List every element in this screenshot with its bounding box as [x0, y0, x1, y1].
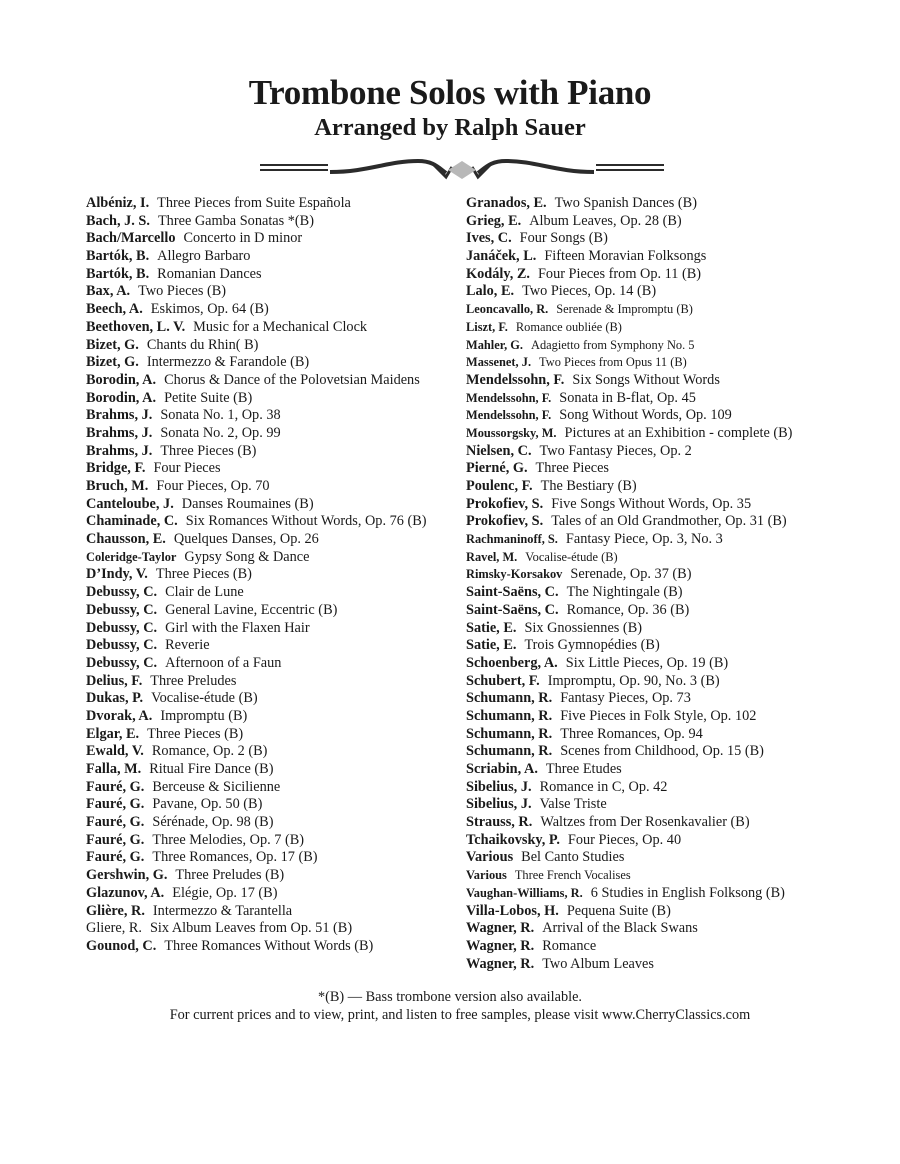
list-item	[466, 531, 846, 549]
composer-name: Wagner, R.	[466, 920, 535, 937]
list-item	[466, 195, 846, 213]
composer-name: Debussy, C.	[86, 601, 158, 618]
composer-name: Prokofiev, S.	[466, 495, 544, 512]
work-title: Impromptu (B)	[160, 707, 248, 724]
footer-note: For current prices and to view, print, and listen to free samples, please visit www.CherryClassics.com	[169, 1007, 751, 1023]
work-title: Vocalise-étude (B)	[525, 549, 618, 564]
composer-name: Elgar, E.	[86, 725, 140, 742]
list-item	[86, 832, 456, 850]
work-title: Three Romances, Op. 94	[560, 725, 703, 742]
list-item	[466, 372, 846, 390]
list-item	[86, 407, 456, 425]
list-item	[86, 673, 456, 691]
work-title: Bel Canto Studies	[521, 849, 625, 866]
composer-name: Ives, C.	[466, 230, 512, 247]
list-item	[466, 566, 846, 584]
composer-name: Debussy, C.	[86, 584, 158, 601]
list-item	[86, 513, 456, 531]
list-item	[466, 761, 846, 779]
composer-name: Borodin, A.	[86, 389, 157, 406]
list-item	[86, 549, 456, 567]
composer-name: Fauré, G.	[86, 796, 145, 813]
composer-name: Schubert, F.	[466, 672, 540, 689]
list-item	[466, 283, 846, 301]
list-item	[86, 849, 456, 867]
work-title: Music for a Mechanical Clock	[193, 318, 368, 335]
composer-name: Fauré, G.	[86, 814, 145, 831]
list-item	[466, 584, 846, 602]
list-item	[86, 283, 456, 301]
work-title: Three Preludes (B)	[175, 867, 285, 884]
work-title: Vocalise-étude (B)	[151, 690, 258, 707]
composer-name: Scriabin, A.	[466, 761, 538, 777]
list-item	[86, 443, 456, 461]
work-title: Four Pieces, Op. 70	[156, 478, 270, 494]
list-item	[466, 673, 846, 691]
list-item	[86, 867, 456, 885]
composer-name: Chaminade, C.	[86, 513, 178, 530]
list-item	[466, 690, 846, 708]
composer-name: Gershwin, G.	[86, 867, 168, 884]
work-title: Berceuse & Sicilienne	[152, 778, 281, 795]
work-title: General Lavine, Eccentric (B)	[165, 601, 338, 618]
composer-name: Schoenberg, A.	[466, 654, 558, 671]
scroll-divider-icon	[258, 155, 666, 185]
work-title: Six Gnossiennes (B)	[524, 619, 642, 636]
list-item	[466, 496, 846, 514]
composer-name: Dvorak, A.	[86, 707, 153, 724]
composer-name: Brahms, J.	[86, 442, 153, 459]
work-title: Four Pieces, Op. 40	[567, 831, 682, 848]
work-title: Two Album Leaves	[542, 955, 654, 972]
work-title: Three Romances Without Words (B)	[164, 937, 374, 954]
list-item	[86, 796, 456, 814]
composer-name: Fauré, G.	[86, 831, 145, 848]
work-title: Trois Gymnopédies (B)	[524, 637, 660, 654]
work-title: Romance	[542, 937, 597, 954]
composer-name: Debussy, C.	[86, 654, 158, 671]
composer-name: Gliere, R.	[86, 920, 142, 937]
work-title: Reverie	[165, 637, 210, 654]
list-item	[86, 319, 456, 337]
composer-name: Bridge, F.	[86, 460, 146, 477]
list-item	[86, 301, 456, 319]
work-title: Eskimos, Op. 64 (B)	[150, 301, 269, 318]
composer-name: Nielsen, C.	[466, 442, 532, 459]
composer-name: Rimsky-Korsakov	[466, 567, 563, 582]
right-composer-list	[466, 195, 846, 973]
work-title: Sonata No. 2, Op. 99	[160, 424, 281, 441]
work-title: Danses Roumaines (B)	[181, 495, 314, 512]
work-title: Allegro Barbaro	[157, 248, 251, 265]
work-title: Three Pieces (B)	[155, 566, 252, 583]
work-title: Chants du Rhin( B)	[146, 336, 259, 353]
list-item	[466, 602, 846, 620]
list-item	[86, 566, 456, 584]
list-item	[86, 425, 456, 443]
work-title: Pequena Suite (B)	[566, 902, 671, 919]
list-item	[86, 230, 456, 248]
work-title: Arrival of the Black Swans	[542, 920, 698, 937]
list-item	[466, 337, 846, 355]
composer-name: Prokofiev, S.	[466, 513, 544, 530]
list-item	[86, 920, 456, 938]
list-item	[86, 372, 456, 390]
work-title: Ritual Fire Dance (B)	[149, 761, 274, 777]
composer-name: Leoncavallo, R.	[466, 302, 549, 317]
list-item	[466, 920, 846, 938]
composer-name: Delius, F.	[86, 672, 143, 689]
work-title: Pictures at an Exhibition - complete (B)	[564, 424, 793, 441]
work-title: Tales of an Old Grandmother, Op. 31 (B)	[551, 513, 787, 530]
composer-name: Massenet, J.	[466, 355, 532, 370]
composer-name: Poulenc, F.	[466, 478, 533, 494]
composer-name: Schumann, R.	[466, 725, 553, 742]
composer-name: Villa-Lobos, H.	[466, 902, 559, 919]
work-title: Sonata No. 1, Op. 38	[160, 407, 281, 424]
list-item	[86, 743, 456, 761]
list-item	[86, 779, 456, 797]
list-item	[86, 248, 456, 266]
list-item	[466, 832, 846, 850]
list-item	[86, 708, 456, 726]
list-item	[86, 761, 456, 779]
work-title: Girl with the Flaxen Hair	[165, 619, 310, 636]
list-item	[466, 513, 846, 531]
composer-name: Schumann, R.	[466, 690, 553, 707]
list-item	[466, 849, 846, 867]
composer-name: Brahms, J.	[86, 407, 153, 424]
work-title: Romanian Dances	[157, 265, 262, 282]
work-title: Three Pieces (B)	[147, 725, 244, 742]
list-item	[466, 319, 846, 337]
list-item	[86, 478, 456, 496]
composer-name: Moussorgsky, M.	[466, 425, 557, 440]
composer-name: Fauré, G.	[86, 778, 145, 795]
composer-name: Borodin, A.	[86, 371, 157, 388]
list-item	[466, 726, 846, 744]
composer-name: Rachmaninoff, S.	[466, 532, 558, 547]
work-title: The Bestiary (B)	[540, 478, 637, 494]
list-item	[466, 230, 846, 248]
composer-name: Bach, J. S.	[86, 212, 150, 229]
list-item	[466, 443, 846, 461]
composer-name: Tchaikovsky, P.	[466, 831, 560, 848]
composer-name: Vaughan-Williams, R.	[466, 885, 583, 900]
work-title: Adagietto from Symphony No. 5	[531, 337, 695, 352]
composer-name: Wagner, R.	[466, 937, 535, 954]
list-item	[466, 425, 846, 443]
composer-name: Gounod, C.	[86, 937, 157, 954]
list-item	[86, 655, 456, 673]
list-item	[466, 213, 846, 231]
composer-name: Bartók, B.	[86, 265, 150, 282]
composer-name: Bizet, G.	[86, 336, 139, 353]
work-title: Three Pieces (B)	[160, 442, 257, 459]
composer-name: Coleridge-Taylor	[86, 549, 177, 564]
list-item	[86, 584, 456, 602]
work-title: Pavane, Op. 50 (B)	[152, 796, 263, 813]
list-item	[86, 602, 456, 620]
composer-name: Satie, E.	[466, 619, 517, 636]
footnote: *(B) — Bass trombone version also available.	[317, 989, 583, 1005]
composer-name: Ravel, M.	[466, 549, 518, 564]
work-title: Impromptu, Op. 90, No. 3 (B)	[547, 672, 720, 689]
composer-name: Schumann, R.	[466, 743, 553, 760]
work-title: Three French Vocalises	[514, 868, 631, 883]
list-item	[86, 354, 456, 372]
composer-name: Pierné, G.	[466, 460, 528, 477]
work-title: Four Songs (B)	[519, 230, 608, 247]
work-title: Six Songs Without Words	[572, 371, 720, 388]
list-item	[86, 195, 456, 213]
list-item	[466, 903, 846, 921]
work-title: Three Romances, Op. 17 (B)	[152, 849, 318, 866]
list-item	[86, 637, 456, 655]
list-item	[466, 779, 846, 797]
composer-name: Glazunov, A.	[86, 884, 165, 901]
composer-name: Wagner, R.	[466, 955, 535, 972]
composer-name: Mendelssohn, F.	[466, 390, 552, 405]
work-title: Three Etudes	[545, 761, 622, 777]
composer-name: Dukas, P.	[86, 690, 144, 707]
composer-name: Debussy, C.	[86, 637, 158, 654]
composer-name: Fauré, G.	[86, 849, 145, 866]
work-title: The Nightingale (B)	[566, 584, 683, 601]
work-title: Fantasy Piece, Op. 3, No. 3	[565, 531, 723, 548]
list-item	[466, 814, 846, 832]
page-title: Trombone Solos with Piano	[248, 73, 652, 112]
list-item	[466, 354, 846, 372]
composer-name: Debussy, C.	[86, 619, 158, 636]
list-item	[466, 460, 846, 478]
list-item	[86, 726, 456, 744]
composer-name: Granados, E.	[466, 195, 547, 211]
composer-name: Grieg, E.	[466, 212, 522, 229]
page-subtitle: Arranged by Ralph Sauer	[314, 114, 586, 141]
list-item	[466, 708, 846, 726]
list-item	[86, 496, 456, 514]
composer-name: Lalo, E.	[466, 283, 515, 300]
composer-name: Saint-Saëns, C.	[466, 601, 559, 618]
composer-name: Beech, A.	[86, 301, 143, 318]
work-title: Sonata in B-flat, Op. 45	[559, 389, 696, 406]
list-item	[86, 337, 456, 355]
work-title: Chorus & Dance of the Polovetsian Maidens	[164, 371, 420, 388]
work-title: Five Songs Without Words, Op. 35	[551, 495, 752, 512]
work-title: Two Pieces from Opus 11 (B)	[539, 355, 687, 370]
list-item	[466, 956, 846, 974]
work-title: Gypsy Song & Dance	[184, 548, 310, 565]
composer-name: Various	[466, 868, 507, 883]
list-item	[86, 266, 456, 284]
work-title: Three Preludes	[150, 672, 237, 689]
list-item	[86, 213, 456, 231]
work-title: Waltzes from Der Rosenkavalier (B)	[540, 814, 750, 831]
list-item	[86, 885, 456, 903]
work-title: Five Pieces in Folk Style, Op. 102	[560, 707, 757, 724]
list-item	[466, 407, 846, 425]
composer-name: Various	[466, 849, 514, 866]
work-title: Quelques Danses, Op. 26	[173, 531, 319, 548]
list-item	[86, 531, 456, 549]
work-title: Two Spanish Dances (B)	[554, 195, 697, 211]
work-title: Song Without Words, Op. 109	[559, 407, 732, 424]
work-title: Three Melodies, Op. 7 (B)	[152, 831, 305, 848]
left-composer-list	[86, 195, 456, 956]
list-item	[466, 938, 846, 956]
composer-name: Falla, M.	[86, 761, 142, 777]
composer-name: Glière, R.	[86, 902, 145, 919]
list-item	[466, 867, 846, 885]
list-item	[466, 478, 846, 496]
work-title: Six Little Pieces, Op. 19 (B)	[565, 654, 729, 671]
composer-name: Strauss, R.	[466, 814, 533, 831]
work-title: Serenade, Op. 37 (B)	[570, 566, 692, 583]
work-title: Two Pieces, Op. 14 (B)	[522, 283, 657, 300]
list-item	[86, 814, 456, 832]
work-title: Four Pieces from Op. 11 (B)	[537, 265, 702, 282]
composer-name: Bizet, G.	[86, 354, 139, 371]
composer-name: Chausson, E.	[86, 531, 166, 548]
composer-name: Albéniz, I.	[86, 195, 150, 211]
work-title: Four Pieces	[153, 460, 221, 477]
list-item	[466, 266, 846, 284]
composer-name: Brahms, J.	[86, 424, 153, 441]
work-title: Scenes from Childhood, Op. 15 (B)	[560, 743, 764, 760]
work-title: Petite Suite (B)	[164, 389, 253, 406]
composer-name: Bruch, M.	[86, 478, 149, 494]
composer-name: Beethoven, L. V.	[86, 318, 186, 335]
list-item	[466, 743, 846, 761]
work-title: Six Romances Without Words, Op. 76 (B)	[185, 513, 427, 530]
work-title: Intermezzo & Tarantella	[152, 902, 293, 919]
composer-name: Ewald, V.	[86, 743, 144, 760]
list-item	[86, 903, 456, 921]
composer-name: Janáček, L.	[466, 248, 537, 265]
work-title: Three Gamba Sonatas *(B)	[157, 212, 314, 229]
composer-name: Satie, E.	[466, 637, 517, 654]
composer-name: D’Indy, V.	[86, 566, 148, 583]
work-title: Elégie, Op. 17 (B)	[172, 884, 278, 901]
list-item	[86, 690, 456, 708]
list-item	[466, 637, 846, 655]
work-title: 6 Studies in English Folksong (B)	[590, 884, 785, 901]
work-title: Afternoon of a Faun	[165, 654, 282, 671]
work-title: Two Fantasy Pieces, Op. 2	[539, 442, 692, 459]
composer-name: Mendelssohn, F.	[466, 371, 565, 388]
list-item	[466, 301, 846, 319]
work-title: Sérénade, Op. 98 (B)	[152, 814, 274, 831]
work-title: Three Pieces	[535, 460, 609, 477]
work-title: Six Album Leaves from Op. 51 (B)	[149, 920, 353, 937]
composer-name: Sibelius, J.	[466, 778, 532, 795]
composer-name: Mahler, G.	[466, 337, 524, 352]
work-title: Intermezzo & Farandole (B)	[146, 354, 310, 371]
composer-name: Canteloube, J.	[86, 495, 174, 512]
composer-name: Kodály, Z.	[466, 265, 530, 282]
work-title: Fantasy Pieces, Op. 73	[560, 690, 691, 707]
work-title: Serenade & Impromptu (B)	[556, 302, 693, 317]
work-title: Valse Triste	[539, 796, 607, 813]
list-item	[466, 390, 846, 408]
list-item	[466, 248, 846, 266]
list-item	[466, 796, 846, 814]
composer-name: Bach/Marcello	[86, 230, 176, 247]
work-title: Two Pieces (B)	[138, 283, 227, 300]
list-item	[86, 620, 456, 638]
work-title: Romance oubliée (B)	[515, 319, 622, 334]
work-title: Album Leaves, Op. 28 (B)	[529, 212, 682, 229]
work-title: Romance in C, Op. 42	[539, 778, 668, 795]
composer-name: Bax, A.	[86, 283, 131, 300]
composer-name: Sibelius, J.	[466, 796, 532, 813]
composer-name: Liszt, F.	[466, 319, 508, 334]
work-title: Romance, Op. 2 (B)	[151, 743, 268, 760]
work-title: Concerto in D minor	[183, 230, 303, 247]
list-item	[86, 938, 456, 956]
list-item	[466, 655, 846, 673]
list-item	[466, 620, 846, 638]
list-item	[86, 390, 456, 408]
work-title: Three Pieces from Suite Española	[157, 195, 351, 211]
composer-name: Saint-Saëns, C.	[466, 584, 559, 601]
list-item	[466, 549, 846, 567]
composer-name: Mendelssohn, F.	[466, 408, 552, 423]
work-title: Clair de Lune	[165, 584, 244, 601]
list-item	[466, 885, 846, 903]
work-title: Fifteen Moravian Folksongs	[544, 248, 707, 265]
work-title: Romance, Op. 36 (B)	[566, 601, 690, 618]
list-item	[86, 460, 456, 478]
composer-name: Bartók, B.	[86, 248, 150, 265]
composer-name: Schumann, R.	[466, 707, 553, 724]
